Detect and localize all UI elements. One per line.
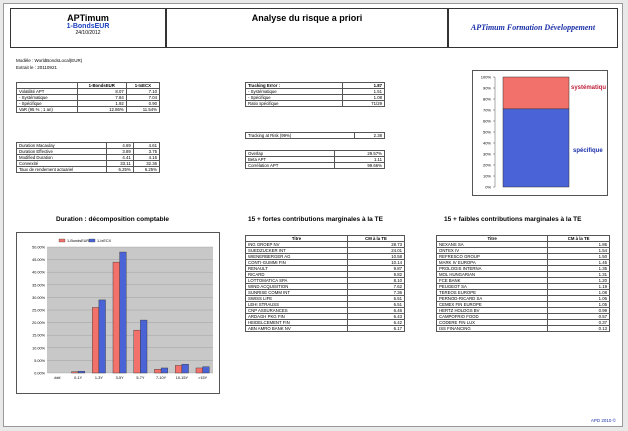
bar-1-IxECX xyxy=(78,371,85,373)
cell-label: WIND ACQUISITION xyxy=(246,284,348,290)
cell-value: 4.15 xyxy=(133,155,159,161)
cell-label: NEXANS SA xyxy=(437,242,548,248)
cell-label: PEUGEOT SA xyxy=(437,284,548,290)
cell-label: Ratio spécifique xyxy=(246,101,343,107)
cell-label: MARK IV EUROPA xyxy=(437,260,548,266)
y-tick-label: 100% xyxy=(480,74,491,80)
cell-value: 29.57% xyxy=(335,151,385,157)
y-tick-label: 15.00% xyxy=(32,333,45,338)
cell-label: Overlap xyxy=(246,151,335,157)
y-tick-label: 90% xyxy=(482,85,491,91)
cell-value: 1.35 xyxy=(548,266,610,272)
report-page xyxy=(3,3,623,427)
cell-value: 4.41 xyxy=(107,155,133,161)
x-tick-label: 3-5Y xyxy=(115,376,124,380)
bar-1-IxECX xyxy=(161,368,168,373)
top-contrib-section-title: 15 + fortes contributions marginales à la TE xyxy=(248,216,383,223)
cell-value: 1.87 xyxy=(343,83,385,89)
cell-value: 4.69 xyxy=(107,143,133,149)
bottom-contrib-section-title: 15 + faibles contributions marginales à la TE xyxy=(444,216,582,223)
cell-label: PROLOGIS INTERNA xyxy=(437,266,548,272)
cell-label: CAMPOFRIO FOOD xyxy=(437,314,548,320)
y-tick-label: 80% xyxy=(482,96,491,102)
bar-1-IxECX xyxy=(182,364,189,373)
legend-label: 1-IxECX xyxy=(97,239,112,243)
header-title-box xyxy=(166,8,448,48)
cell-label: SWISS LIFE xyxy=(246,296,348,302)
overlap-table xyxy=(245,150,385,169)
cell-value: 3.75 xyxy=(133,149,159,155)
table-row xyxy=(246,101,385,107)
cell-value: 1.50 xyxy=(548,254,610,260)
cell-label: RICARD xyxy=(246,272,348,278)
risk-split-chart xyxy=(472,70,608,196)
bar-1-BondsEUR xyxy=(154,369,161,373)
cell-label: ING GROEP NV xyxy=(246,242,348,248)
cell-value: 6.51 xyxy=(347,296,404,302)
cell-label: Convexité xyxy=(17,161,107,167)
cell-label: - Systématique xyxy=(17,95,78,101)
cell-value: 6.51 xyxy=(347,302,404,308)
header-brand-box xyxy=(448,8,618,48)
y-tick-label: 50% xyxy=(482,129,491,135)
y-tick-label: 30.00% xyxy=(32,295,45,300)
cell-value: 3.89 xyxy=(107,149,133,155)
cell-value: 7.04 xyxy=(126,95,159,101)
cell-value: 0.13 xyxy=(548,326,610,332)
cell-value: 1.06 xyxy=(548,296,610,302)
table-row xyxy=(246,163,385,169)
specific-label: spécifique xyxy=(573,147,603,154)
column-header: Titre xyxy=(246,236,348,242)
cell-value: 1.92 xyxy=(77,101,126,107)
y-tick-label: 40.00% xyxy=(32,270,45,275)
bar-1-BondsEUR xyxy=(196,368,203,373)
cell-label: HERTZ HOLDGS BV xyxy=(437,308,548,314)
tracking-at-risk-table xyxy=(245,132,385,139)
cell-value: 6.43 xyxy=(347,314,404,320)
cell-value: 0.37 xyxy=(548,320,610,326)
x-tick-label: 10-15Y xyxy=(175,376,188,380)
x-tick-label: 5-7Y xyxy=(136,376,145,380)
risk-split-svg xyxy=(473,71,607,195)
table-row xyxy=(17,107,160,113)
cell-label: PERNOD-RICARD SA xyxy=(437,296,548,302)
x-tick-label: >15Y xyxy=(198,376,208,380)
cell-value: 1.31 xyxy=(548,272,610,278)
table-row xyxy=(246,326,405,332)
cell-value: 6.17 xyxy=(347,326,404,332)
y-tick-label: 10.00% xyxy=(32,346,45,351)
bar-1-BondsEUR xyxy=(175,365,182,373)
systematic-bar xyxy=(503,77,569,109)
y-tick-label: 50.00% xyxy=(32,245,45,250)
legend-swatch xyxy=(59,239,65,242)
cell-label: Volatilité APT xyxy=(17,89,78,95)
column-header: 1-IxECX xyxy=(126,83,159,89)
cell-value: 1.86 xyxy=(548,242,610,248)
cell-value: 0.99 xyxy=(548,308,610,314)
legend-label: 1-BondsEUR xyxy=(67,239,90,243)
bar-1-IxECX xyxy=(203,367,210,373)
duration-chart xyxy=(17,233,219,393)
cell-value: 7.62 xyxy=(347,284,404,290)
cell-value: 1.05 xyxy=(548,302,610,308)
bar-1-BondsEUR xyxy=(113,262,120,373)
tracking-error-table xyxy=(245,82,385,107)
cell-value: 1.08 xyxy=(548,290,610,296)
column-header: CM à la TE xyxy=(347,236,404,242)
cell-value: 32.36 xyxy=(133,161,159,167)
duration-section-title: Duration : décomposition comptable xyxy=(56,216,170,223)
cell-label: Taux de rendement actuariel xyxy=(17,167,107,173)
cell-value: 0.57 xyxy=(548,314,610,320)
page-title: Analyse du risque a priori xyxy=(251,13,363,23)
cell-value: 6.25% xyxy=(107,167,133,173)
table-row xyxy=(437,326,610,332)
cell-value: 8.10 xyxy=(347,278,404,284)
y-tick-label: 5.00% xyxy=(34,358,45,363)
cell-value: 71/29 xyxy=(343,101,385,107)
cell-label: LEHI STRAUSS xyxy=(246,302,348,308)
y-tick-label: 30% xyxy=(482,151,491,157)
cell-value: 28.73 xyxy=(347,242,404,248)
brand-name: APTimum Formation Développement xyxy=(470,23,596,32)
cell-value: 2.38 xyxy=(354,133,384,139)
cell-value: 1.19 xyxy=(548,284,610,290)
cell-label: Duration Macaulay xyxy=(17,143,107,149)
cell-label: REFRESCO GROUP xyxy=(437,254,548,260)
cell-value: 9.82 xyxy=(347,272,404,278)
cell-label: TEREOS EUROPE xyxy=(437,290,548,296)
cell-label: VaR (95 % ; 1 an) xyxy=(17,107,78,113)
y-tick-label: 70% xyxy=(482,107,491,113)
cell-label: Tracking at Risk (99%) xyxy=(246,133,355,139)
y-tick-label: 0.00% xyxy=(34,371,45,376)
portfolio-name: 1-BondsEUR xyxy=(66,23,110,30)
cell-label: CONTI-GUMMI FIN xyxy=(246,260,348,266)
cell-label: ARDAGH PKG FIN xyxy=(246,314,348,320)
column-header: 1-BondsEUR xyxy=(77,83,126,89)
bottom-contrib-table xyxy=(436,235,610,332)
x-tick-label: 0-1Y xyxy=(74,376,83,380)
cell-label: FCE BANK xyxy=(437,278,548,284)
bar-1-BondsEUR xyxy=(92,307,99,373)
extract-label: Extrait le : 20110921 xyxy=(16,65,57,70)
cell-value: 4.61 xyxy=(133,143,159,149)
cell-label: LOTTOMATICA SPA xyxy=(246,278,348,284)
cell-label: Modified Duration xyxy=(17,155,107,161)
y-tick-label: 40% xyxy=(482,140,491,146)
app-title: APTimum xyxy=(67,13,109,23)
cell-label: - Systématique xyxy=(246,89,343,95)
bar-1-IxECX xyxy=(140,320,147,373)
cell-value: 8.07 xyxy=(77,89,126,95)
y-tick-label: 35.00% xyxy=(32,283,45,288)
column-header: Titre xyxy=(437,236,548,242)
y-tick-label: 25.00% xyxy=(32,308,45,313)
cell-label: ABN AMRO BANK NV xyxy=(246,326,348,332)
footer-copyright: APD 2010 © xyxy=(590,418,616,423)
cell-label: CEMEX FIN EUROPE xyxy=(437,302,548,308)
table-row xyxy=(17,167,160,173)
duration-table xyxy=(16,142,160,173)
y-tick-label: 60% xyxy=(482,118,491,124)
cell-label: CNP ASSURANCES xyxy=(246,308,348,314)
systematic-label: systématiqu xyxy=(571,85,607,91)
model-label: Modèle : WorldBondsLocal(EUR) xyxy=(16,58,83,63)
y-tick-label: 20% xyxy=(482,162,491,168)
volatility-table xyxy=(16,82,160,113)
cell-value: 33.11 xyxy=(107,161,133,167)
y-tick-label: 45.00% xyxy=(32,258,45,263)
y-tick-label: 0% xyxy=(485,184,491,190)
x-tick-label: 1-3Y xyxy=(94,376,103,380)
table-row xyxy=(246,133,385,139)
cell-value: 6.42 xyxy=(347,320,404,326)
bar-1-BondsEUR xyxy=(134,330,141,373)
cell-label: Tracking Error : xyxy=(246,83,343,89)
cell-value: 12.86% xyxy=(77,107,126,113)
cell-label: HEIDELCEMENT FIN xyxy=(246,320,348,326)
cell-value: 1.08 xyxy=(343,95,385,101)
cell-label: SUEDZUCKER INT xyxy=(246,248,348,254)
cell-label: Beta APT xyxy=(246,157,335,163)
cell-value: 6.25% xyxy=(133,167,159,173)
cell-label: RENAULT xyxy=(246,266,348,272)
cell-value: 1.20 xyxy=(548,278,610,284)
column-header: CM à la TE xyxy=(548,236,610,242)
cell-value: 9.87 xyxy=(347,266,404,272)
cell-label: MOL HUNGARIAN xyxy=(437,272,548,278)
cell-label: - Spécifique xyxy=(17,101,78,107)
duration-chart-box xyxy=(16,232,220,394)
cell-value: 0.90 xyxy=(126,101,159,107)
bar-1-IxECX xyxy=(99,300,106,373)
cell-value: 7.84 xyxy=(77,95,126,101)
x-tick-label: ### xyxy=(54,376,61,380)
cell-value: 10.58 xyxy=(347,254,404,260)
y-tick-label: 10% xyxy=(482,173,491,179)
cell-value: 99.66% xyxy=(335,163,385,169)
top-contrib-table xyxy=(245,235,405,332)
cell-value: 24.01 xyxy=(347,248,404,254)
cell-label: ONTEX IV xyxy=(437,248,548,254)
report-date: 24/10/2012 xyxy=(75,30,101,36)
cell-value: 1.45 xyxy=(548,260,610,266)
cell-label: CODERE FIN LUX xyxy=(437,320,548,326)
cell-label: WIENERBERGER AG xyxy=(246,254,348,260)
bar-1-IxECX xyxy=(120,252,127,373)
specific-bar xyxy=(503,109,569,187)
x-tick-label: 7-10Y xyxy=(156,376,167,380)
cell-value: 7.36 xyxy=(347,290,404,296)
cell-label: ISS FINANCING xyxy=(437,326,548,332)
legend-swatch xyxy=(89,239,95,242)
cell-label: - Spécifique xyxy=(246,95,343,101)
cell-value: 10.14 xyxy=(347,260,404,266)
cell-label: Corrélation APT xyxy=(246,163,335,169)
cell-label: Duration Effective xyxy=(17,149,107,155)
cell-value: 1.54 xyxy=(548,248,610,254)
cell-label: SUNRISE COMM INT xyxy=(246,290,348,296)
cell-value: 6.46 xyxy=(347,308,404,314)
cell-value: 11.54% xyxy=(126,107,159,113)
header-portfolio-box xyxy=(10,8,166,48)
cell-value: 1.11 xyxy=(335,157,385,163)
cell-value: 7.10 xyxy=(126,89,159,95)
cell-value: 1.51 xyxy=(343,89,385,95)
bar-1-BondsEUR xyxy=(71,372,78,373)
y-tick-label: 20.00% xyxy=(32,321,45,326)
